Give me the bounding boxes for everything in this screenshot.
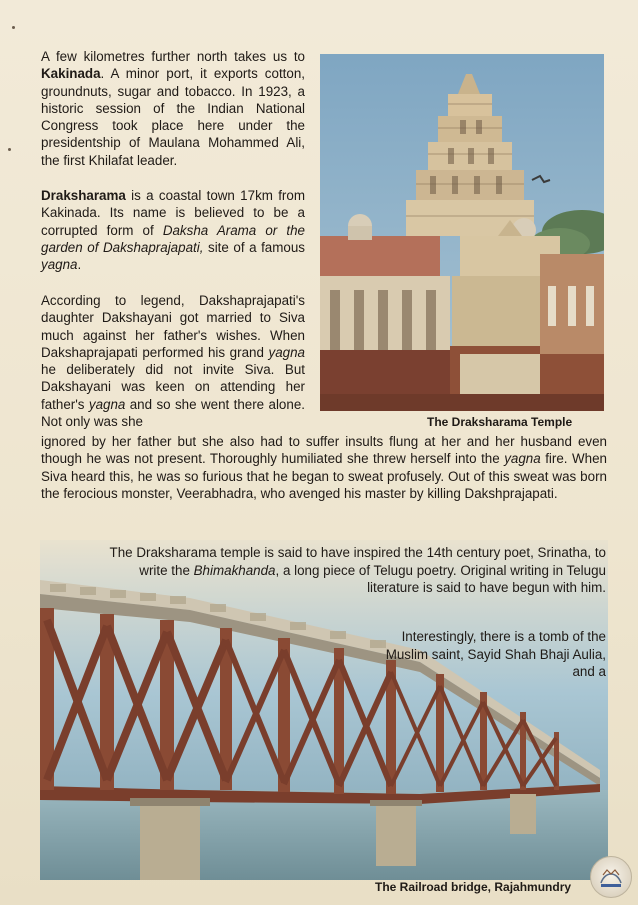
publisher-seal-icon (590, 856, 632, 898)
bridge-caption: The Railroad bridge, Rajahmundry (375, 880, 572, 894)
paragraph-draksharama: Draksharama is a coastal town 17km from Kakinada. Its name is believed to be a corrupted form of Daksha Arama or the garden of Dakshaprajapati, site of a famous yagna. (41, 188, 306, 273)
temple-illustration (320, 54, 604, 411)
paragraph-tomb: Interestingly, there is a tomb of the Muslim saint, Sayid Shah Bhaji Aulia, and a (385, 629, 606, 679)
paper-speck (12, 26, 15, 29)
temple-caption: The Draksharama Temple (427, 415, 573, 429)
paper-speck (8, 148, 11, 151)
paragraph-legend: According to legend, Dakshaprajapati's daughter Dakshayani got married to Siva much against her father's wishes. When Dakshaprajapati performed his grand yagna he deliberately did not invite Siva. But Dakshayani was keen on attending her father's yagna and so she went there alone. Not only was she (41, 293, 305, 430)
paragraph-legend-continued: ignored by her father but she also had to suffer insults flung at her and her husband even though he was not present. Thoroughly humiliated she threw herself into the yagna fire. When Siva heard this, he was so furious that he began to sweat profusely. Out of this sweat was born the ferocious monster, Veerabhadra, who avenged his master by killing Dakshprajapati. (41, 434, 607, 501)
paragraph-srinatha: The Draksharama temple is said to have inspired the 14th century poet, Srinatha, to write the Bhimakhanda, a long piece of Telugu poetry. Original writing in Telugu literature is said to have begun with him. (109, 545, 606, 595)
paragraph-kakinada: A few kilometres further north takes us to Kakinada. A minor port, it exports cotton, groundnuts, sugar and tobacco. In 1923, a historic session of the Indian National Congress took place here under the presidentship of Maulana Mohammed Ali, the first Khilafat leader. (41, 49, 305, 168)
